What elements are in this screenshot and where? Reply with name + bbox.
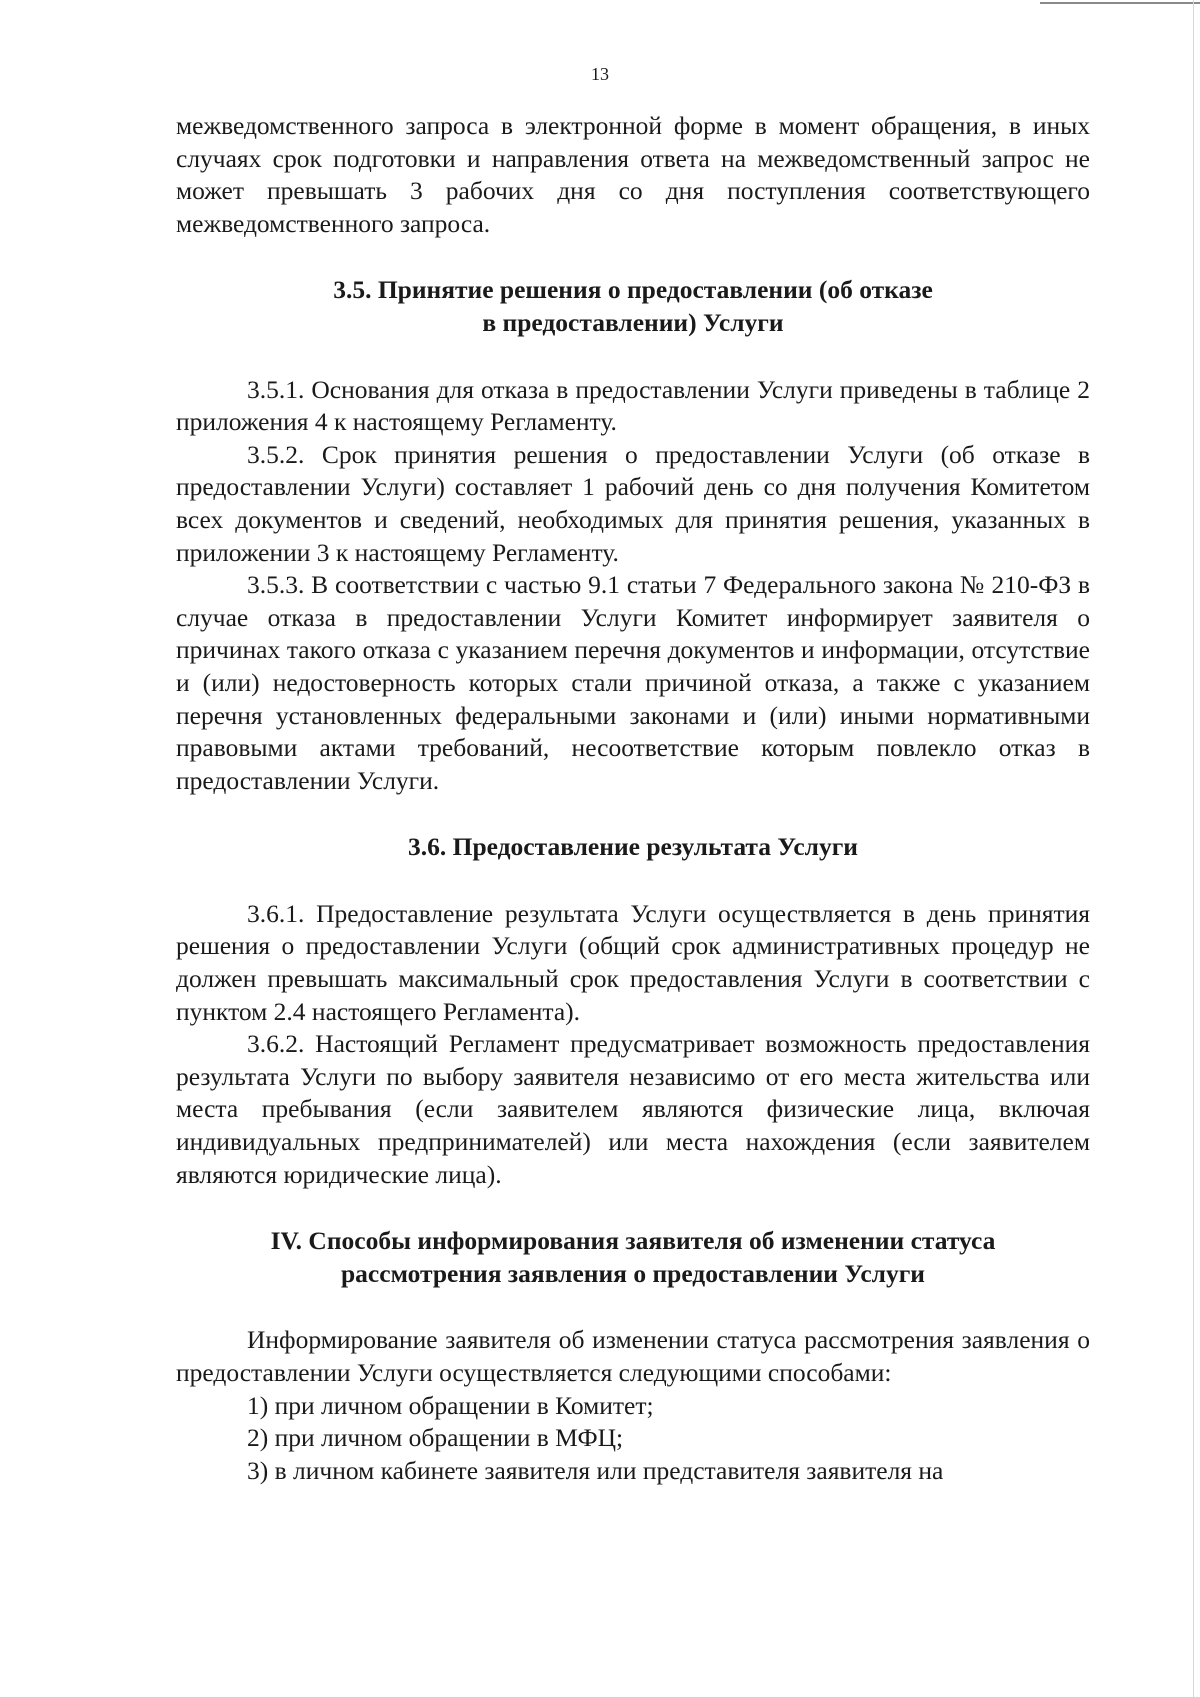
section-heading-iv-line1: IV. Способы информирования заявителя об изменении статуса	[270, 1226, 996, 1256]
paragraph-3-6-1: 3.6.1. Предоставление результата Услуги осуществляется в день принятия решения о предоставлении Услуги (общий срок административных процедур не должен превышать максимальный срок предоставления Услуги в соответствии с пунктом 2.4 настоящего Регламента).	[176, 898, 1090, 1026]
paragraph-3-6-2: 3.6.2. Настоящий Регламент предусматривает возможность предоставления результата Услуги по выбору заявителя независимо от его места жительства или места пребывания (если заявителем являются физические лица, включая индивидуальных предпринимателей) или места нахождения (если заявителем являются юридические лица).	[176, 1029, 1090, 1189]
section-heading-3-5-line2: в предоставлении) Услуги	[482, 307, 784, 337]
section-heading-iv-line2: рассмотрения заявления о предоставлении Услуги	[341, 1258, 925, 1288]
section-heading-iv	[176, 1225, 1090, 1290]
list-item: 2) при личном обращении в МФЦ;	[247, 1423, 624, 1453]
section-heading-3-6: 3.6. Предоставление результата Услуги	[408, 832, 858, 862]
paragraph-3-5-3: 3.5.3. В соответствии с частью 9.1 статьи 7 Федерального закона № 210-ФЗ в случае отказа в предоставлении Услуги Комитет информирует заявителя о причинах такого отказа с указанием перечня документов и информации, отсутствие и (или) недостоверность которых стали причиной отказа, а также с указанием перечня установленных федеральными законами и (или) иными нормативными правовыми актами требований, несоответствие которым повлекло отказ в предоставлении Услуги.	[176, 570, 1090, 795]
page-number: 13	[591, 64, 609, 84]
list-item: 3) в личном кабинете заявителя или представителя заявителя на	[247, 1455, 944, 1485]
paragraph-intro: межведомственного запроса в электронной форме в момент обращения, в иных случаях срок подготовки и направления ответа на межведомственный запрос не может превышать 3 рабочих дня со дня поступления соответствующего межведомственного запроса.	[176, 111, 1090, 238]
section-heading-3-5-line1: 3.5. Принятие решения о предоставлении (об отказе	[333, 275, 933, 305]
paragraph-3-5-1: 3.5.1. Основания для отказа в предоставлении Услуги приведены в таблице 2 приложения 4 к настоящему Регламенту.	[176, 374, 1090, 437]
scan-artifact-right-edge	[1193, 0, 1194, 1697]
scan-artifact-top-line	[1040, 2, 1200, 4]
document-body	[176, 110, 1090, 1487]
list-item: 1) при личном обращении в Комитет;	[247, 1390, 654, 1420]
section-heading-3-5	[176, 274, 1090, 339]
paragraph-iv-intro: Информирование заявителя об изменении статуса рассмотрения заявления о предоставлении Услуги осуществляется следующими способами:	[176, 1325, 1090, 1387]
paragraph-3-5-2: 3.5.2. Срок принятия решения о предоставлении Услуги (об отказе в предоставлении Услуги) составляет 1 рабочий день со дня получения Комитетом всех документов и сведений, необходимых для принятия решения, указанных в приложении 3 к настоящему Регламенту.	[176, 439, 1090, 567]
